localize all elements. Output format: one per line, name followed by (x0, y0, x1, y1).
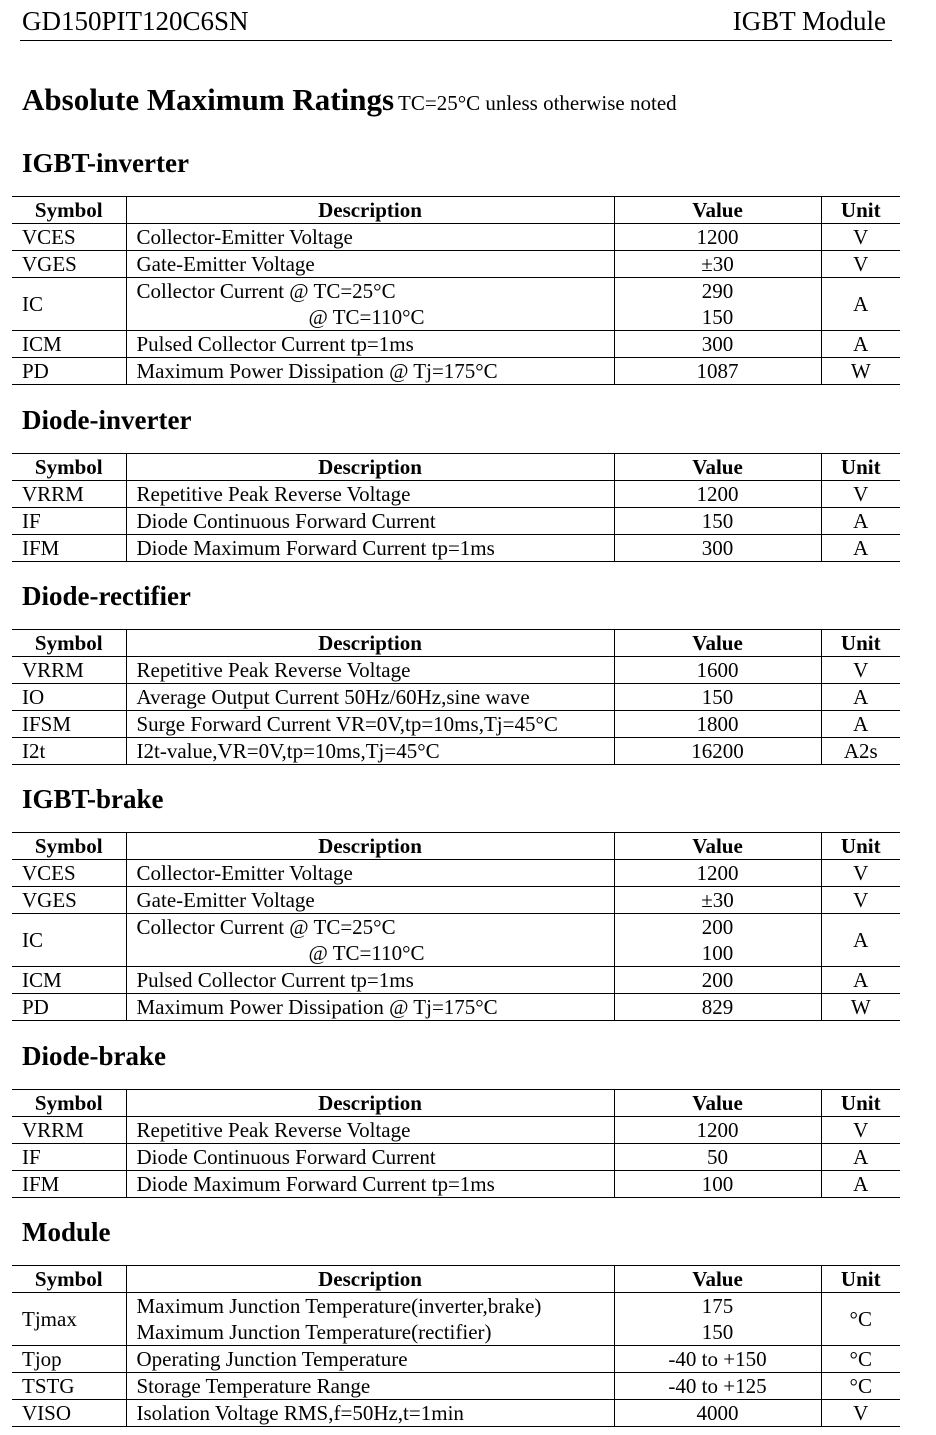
description-line: Operating Junction Temperature (136, 1347, 408, 1371)
value-line: 1087 (696, 359, 739, 383)
value-line: 1200 (696, 225, 739, 249)
title-note: TC=25°C unless otherwise noted (398, 91, 677, 115)
cell-unit: A (821, 1144, 900, 1171)
ratings-table-igbt-brake (12, 832, 900, 1021)
cell-symbol: VRRM (12, 1117, 126, 1144)
part-number: GD150PIT120C6SN (22, 6, 249, 36)
cell-symbol: ICM (12, 967, 126, 994)
cell-symbol: PD (12, 358, 126, 385)
value-line: 100 (701, 1172, 734, 1196)
description-line: Collector-Emitter Voltage (136, 225, 353, 249)
header-description: Description (126, 833, 614, 860)
value-line: 1200 (696, 861, 739, 885)
cell-value (614, 967, 821, 994)
cell-description (126, 278, 614, 331)
cell-unit: V (821, 1117, 900, 1144)
cell-unit: A (821, 711, 900, 738)
section-title-diode-brake: Diode-brake (22, 1041, 166, 1071)
description-line: Repetitive Peak Reverse Voltage (136, 658, 411, 682)
header-unit: Unit (821, 197, 900, 224)
ratings-table-diode-brake (12, 1089, 900, 1198)
value-line: 1800 (696, 712, 739, 736)
header-symbol: Symbol (12, 1090, 126, 1117)
cell-symbol: VCES (12, 224, 126, 251)
table-row (12, 657, 900, 684)
cell-symbol: VCES (12, 860, 126, 887)
header-symbol: Symbol (12, 630, 126, 657)
cell-symbol: ICM (12, 331, 126, 358)
cell-unit: A (821, 914, 900, 967)
cell-unit: V (821, 224, 900, 251)
section-title-diode-rectifier: Diode-rectifier (22, 581, 191, 611)
header-description: Description (126, 454, 614, 481)
table-row (12, 1144, 900, 1171)
cell-symbol: TSTG (12, 1373, 126, 1400)
cell-unit: W (821, 994, 900, 1021)
cell-unit: V (821, 251, 900, 278)
cell-unit: °C (821, 1293, 900, 1346)
header-value: Value (614, 454, 821, 481)
table-row (12, 1171, 900, 1198)
page-title (22, 82, 677, 118)
ratings-table-diode-inverter (12, 453, 900, 562)
cell-value (614, 1400, 821, 1427)
cell-value (614, 1373, 821, 1400)
cell-value (614, 224, 821, 251)
header-description: Description (126, 630, 614, 657)
cell-description (126, 738, 614, 765)
header-value: Value (614, 1090, 821, 1117)
header-value: Value (614, 1266, 821, 1293)
value-line: ±30 (701, 252, 734, 276)
cell-unit: °C (821, 1373, 900, 1400)
cell-unit: V (821, 887, 900, 914)
description-line: Pulsed Collector Current tp=1ms (136, 332, 414, 356)
header-unit: Unit (821, 833, 900, 860)
value-line: 200 (701, 968, 734, 992)
description-line: Average Output Current 50Hz/60Hz,sine wave (136, 685, 530, 709)
cell-unit: V (821, 860, 900, 887)
cell-symbol: VRRM (12, 481, 126, 508)
module-type: IGBT Module (732, 6, 886, 36)
value-line: 4000 (696, 1401, 739, 1425)
cell-value (614, 481, 821, 508)
header-symbol: Symbol (12, 454, 126, 481)
section-title-diode-inverter: Diode-inverter (22, 405, 192, 435)
description-line: Maximum Power Dissipation @ Tj=175°C (136, 359, 498, 383)
cell-value (614, 331, 821, 358)
cell-symbol: IF (12, 508, 126, 535)
cell-value (614, 914, 821, 967)
value-line: 300 (701, 536, 734, 560)
cell-value (614, 1171, 821, 1198)
cell-value (614, 358, 821, 385)
table-row (12, 1373, 900, 1400)
cell-unit: W (821, 358, 900, 385)
cell-value (614, 1144, 821, 1171)
value-line: 829 (701, 995, 734, 1019)
value-line: 16200 (691, 739, 744, 763)
value-line: 175 (701, 1294, 734, 1318)
cell-symbol: Tjmax (12, 1293, 126, 1346)
table-row (12, 1400, 900, 1427)
description-line: Maximum Junction Temperature(rectifier) (136, 1320, 492, 1344)
cell-symbol: IC (12, 278, 126, 331)
description-line: Diode Maximum Forward Current tp=1ms (136, 536, 495, 560)
header-symbol: Symbol (12, 197, 126, 224)
description-line: @ TC=110°C (308, 941, 425, 965)
cell-description (126, 1346, 614, 1373)
header-unit: Unit (821, 1266, 900, 1293)
value-line: 1600 (696, 658, 739, 682)
description-line: Diode Continuous Forward Current (136, 1145, 436, 1169)
cell-description (126, 967, 614, 994)
cell-symbol: IO (12, 684, 126, 711)
cell-value (614, 1293, 821, 1346)
cell-description (126, 914, 614, 967)
ratings-table-diode-rectifier (12, 629, 900, 765)
description-line: Collector-Emitter Voltage (136, 861, 353, 885)
description-line: I2t-value,VR=0V,tp=10ms,Tj=45°C (136, 739, 440, 763)
cell-symbol: IFM (12, 1171, 126, 1198)
header-symbol: Symbol (12, 1266, 126, 1293)
value-line: 300 (701, 332, 734, 356)
cell-value (614, 684, 821, 711)
cell-value (614, 994, 821, 1021)
table-row (12, 914, 900, 967)
header-description: Description (126, 1266, 614, 1293)
cell-description (126, 508, 614, 535)
cell-unit: A (821, 278, 900, 331)
description-line: Maximum Power Dissipation @ Tj=175°C (136, 995, 498, 1019)
description-line: Collector Current @ TC=25°C (136, 279, 396, 303)
description-line: Storage Temperature Range (136, 1374, 371, 1398)
cell-symbol: IC (12, 914, 126, 967)
cell-symbol: PD (12, 994, 126, 1021)
table-row (12, 331, 900, 358)
cell-description (126, 331, 614, 358)
description-line: Gate-Emitter Voltage (136, 252, 315, 276)
description-line: Maximum Junction Temperature(inverter,brake) (136, 1294, 542, 1318)
table-row (12, 224, 900, 251)
cell-description (126, 1293, 614, 1346)
cell-unit: A2s (821, 738, 900, 765)
cell-symbol: IFM (12, 535, 126, 562)
cell-unit: A (821, 967, 900, 994)
cell-value (614, 738, 821, 765)
value-line: 1200 (696, 1118, 739, 1142)
header-value: Value (614, 833, 821, 860)
cell-description (126, 1144, 614, 1171)
description-line: Diode Continuous Forward Current (136, 509, 436, 533)
header-value: Value (614, 197, 821, 224)
table-row (12, 994, 900, 1021)
ratings-table-igbt-inverter (12, 196, 900, 385)
cell-symbol: VGES (12, 251, 126, 278)
value-line: -40 to +125 (668, 1374, 767, 1398)
ratings-table-module (12, 1265, 900, 1427)
header-description: Description (126, 1090, 614, 1117)
cell-description (126, 224, 614, 251)
cell-unit: V (821, 657, 900, 684)
table-row (12, 535, 900, 562)
value-line: -40 to +150 (668, 1347, 767, 1371)
table-row (12, 887, 900, 914)
page-header (20, 4, 892, 41)
description-line: Collector Current @ TC=25°C (136, 915, 396, 939)
cell-unit: A (821, 1171, 900, 1198)
table-row (12, 1346, 900, 1373)
cell-symbol: I2t (12, 738, 126, 765)
title-main: Absolute Maximum Ratings (22, 82, 395, 117)
table-row (12, 684, 900, 711)
value-line: 150 (701, 509, 734, 533)
cell-value (614, 711, 821, 738)
cell-description (126, 860, 614, 887)
value-line: 50 (707, 1145, 728, 1169)
cell-value (614, 508, 821, 535)
cell-unit: A (821, 684, 900, 711)
value-line: 290 (701, 279, 734, 303)
cell-description (126, 1373, 614, 1400)
table-row (12, 481, 900, 508)
cell-unit: A (821, 331, 900, 358)
section-title-igbt-brake: IGBT-brake (22, 784, 164, 814)
value-line: 100 (701, 941, 734, 965)
cell-description (126, 887, 614, 914)
cell-value (614, 535, 821, 562)
table-row (12, 967, 900, 994)
cell-value (614, 657, 821, 684)
table-row (12, 278, 900, 331)
cell-description (126, 657, 614, 684)
table-row (12, 860, 900, 887)
table-header-row (12, 1090, 900, 1117)
header-unit: Unit (821, 1090, 900, 1117)
cell-unit: °C (821, 1346, 900, 1373)
cell-description (126, 251, 614, 278)
table-header-row (12, 454, 900, 481)
table-row (12, 358, 900, 385)
value-line: 200 (701, 915, 734, 939)
cell-symbol: IFSM (12, 711, 126, 738)
cell-value (614, 860, 821, 887)
header-unit: Unit (821, 454, 900, 481)
table-row (12, 738, 900, 765)
cell-symbol: VISO (12, 1400, 126, 1427)
table-header-row (12, 1266, 900, 1293)
description-line: Isolation Voltage RMS,f=50Hz,t=1min (136, 1401, 464, 1425)
description-line: Pulsed Collector Current tp=1ms (136, 968, 414, 992)
table-row (12, 508, 900, 535)
cell-symbol: IF (12, 1144, 126, 1171)
description-line: Diode Maximum Forward Current tp=1ms (136, 1172, 495, 1196)
cell-unit: A (821, 535, 900, 562)
cell-description (126, 684, 614, 711)
description-line: Gate-Emitter Voltage (136, 888, 315, 912)
table-header-row (12, 630, 900, 657)
cell-value (614, 251, 821, 278)
section-title-igbt-inverter: IGBT-inverter (22, 148, 189, 178)
value-line: 150 (701, 305, 734, 329)
value-line: ±30 (701, 888, 734, 912)
header-value: Value (614, 630, 821, 657)
cell-description (126, 358, 614, 385)
cell-value (614, 1117, 821, 1144)
description-line: @ TC=110°C (308, 305, 425, 329)
description-line: Surge Forward Current VR=0V,tp=10ms,Tj=45°C (136, 712, 558, 736)
cell-description (126, 481, 614, 508)
value-line: 1200 (696, 482, 739, 506)
description-line: Repetitive Peak Reverse Voltage (136, 1118, 411, 1142)
cell-value (614, 278, 821, 331)
cell-description (126, 535, 614, 562)
cell-unit: V (821, 1400, 900, 1427)
table-row (12, 711, 900, 738)
value-line: 150 (701, 685, 734, 709)
table-row (12, 1293, 900, 1346)
table-header-row (12, 197, 900, 224)
cell-description (126, 994, 614, 1021)
cell-value (614, 887, 821, 914)
section-title-module: Module (22, 1217, 111, 1247)
cell-value (614, 1346, 821, 1373)
header-symbol: Symbol (12, 833, 126, 860)
table-row (12, 251, 900, 278)
cell-description (126, 1400, 614, 1427)
cell-unit: A (821, 508, 900, 535)
cell-description (126, 1117, 614, 1144)
cell-description (126, 711, 614, 738)
value-line: 150 (701, 1320, 734, 1344)
header-description: Description (126, 197, 614, 224)
table-row (12, 1117, 900, 1144)
cell-symbol: VRRM (12, 657, 126, 684)
cell-description (126, 1171, 614, 1198)
cell-symbol: VGES (12, 887, 126, 914)
description-line: Repetitive Peak Reverse Voltage (136, 482, 411, 506)
header-unit: Unit (821, 630, 900, 657)
cell-unit: V (821, 481, 900, 508)
cell-symbol: Tjop (12, 1346, 126, 1373)
table-header-row (12, 833, 900, 860)
